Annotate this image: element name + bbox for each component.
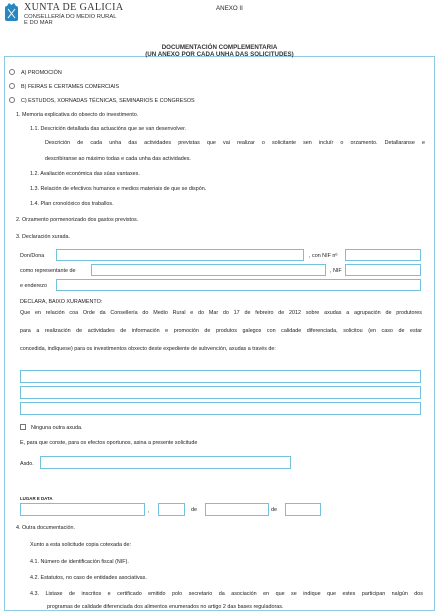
section-4-title: 4. Outra documentación.	[16, 525, 76, 531]
statement-line1: Que en relación coa Orde da Consellería do Medio Rural e do Mar do 17 de febreiro de 2012 sobre axudas a agrupación de produtores	[20, 310, 422, 316]
place-comma: ,	[148, 508, 150, 514]
date-de-1: de	[191, 507, 197, 513]
item-4-3-line2: programas de calidade diferenciada dos alimentos enumerados no artigo 2 das bases reguladoras.	[47, 604, 284, 610]
don-dona-label: Don/Dona	[20, 253, 45, 259]
entity-nif-input[interactable]	[345, 264, 421, 276]
day-input[interactable]	[158, 503, 185, 516]
item-1-1-description-line1: Descrición de cada unha das actividades previstas que vai realizar o solicitante sen incluír o orzamento. Detallaranse e	[45, 140, 425, 146]
item-4-3-line1: 4.3. Listaxe de inscritos e certificado emitido polo secretario da asociación en que se indique que estes participan nalgún dos	[30, 591, 423, 597]
option-c-label: C) ESTUDOS, XORNADAS TÉCNICAS, SEMINARIOS E CONGRESOS	[21, 98, 195, 104]
option-b-radio[interactable]	[9, 83, 15, 89]
item-1-3: 1.3. Relación de efectivos humanos e medios materiais de que se dispón.	[30, 186, 207, 192]
signature-label: Asdo.	[20, 461, 34, 467]
signoff-text: E, para que conste, para os efectos oportunos, asina a presente solicitude	[20, 440, 198, 446]
item-4-1: 4.1. Número de identificación fiscal (NIF).	[30, 559, 129, 565]
brand-name: XUNTA DE GALICIA	[24, 2, 124, 13]
item-4-2: 4.2. Estatutos, no caso de entidades asociativas.	[30, 575, 147, 581]
section-4-intro: Xunto a esta solicitude copia cotexada de:	[30, 542, 131, 548]
address-input[interactable]	[56, 279, 421, 291]
representative-label: como representante de	[20, 268, 76, 274]
name-input[interactable]	[56, 249, 304, 261]
aid-input-1[interactable]	[20, 370, 421, 383]
brand-dept-line2: E DO MAR	[24, 20, 53, 26]
no-other-aid-label: Ninguna outra axuda.	[31, 425, 83, 431]
section-1-title: 1. Memoria explicativa do obxecto do investimento.	[16, 112, 139, 118]
year-input[interactable]	[285, 503, 321, 516]
brand-dept-line1: CONSELLERÍA DO MEDIO RURAL	[24, 14, 117, 20]
heading-title: DOCUMENTACIÓN COMPLEMENTARIA	[161, 44, 278, 51]
item-1-1-description-line2: describiranse ao máximo todas e cada unha das actividades.	[45, 156, 191, 162]
place-input[interactable]	[20, 503, 145, 516]
heading-subtitle: (UN ANEXO POR CADA UNHA DAS SOLICITUDES)	[145, 51, 294, 58]
address-label: e enderezo	[20, 283, 47, 289]
declare-heading: DECLARA, BAIXO XURAMENTO:	[20, 299, 103, 305]
statement-line3: concedida, indíquese) para os investimentos obxecto deste expediente de subvención, axudas a través de:	[20, 346, 276, 352]
option-a-radio[interactable]	[9, 69, 15, 75]
item-1-1: 1.1. Descrición detallada das actuacións que se van desenvolver.	[30, 126, 187, 132]
section-2-title: 2. Orzamento pormenorizado dos gastos previstos.	[16, 217, 139, 223]
xunta-shield-logo	[4, 2, 19, 22]
date-de-2: de	[271, 507, 277, 513]
annex-label: ANEXO II	[216, 5, 243, 12]
month-input[interactable]	[205, 503, 269, 516]
signature-input[interactable]	[40, 456, 291, 469]
item-1-4: 1.4. Plan cronolóxico dos traballos.	[30, 201, 114, 207]
section-3-title: 3. Declaración xurada.	[16, 234, 70, 240]
entity-input[interactable]	[91, 264, 326, 276]
item-1-2: 1.2. Avaliación económica das súas vantaxes.	[30, 171, 140, 177]
no-other-aid-checkbox[interactable]	[20, 424, 26, 430]
option-c-radio[interactable]	[9, 97, 15, 103]
aid-input-2[interactable]	[20, 386, 421, 399]
aid-input-3[interactable]	[20, 402, 421, 415]
statement-line2: para a realización de actividades de información e promoción de produtos galegos con calidade diferenciada, solicitou (en caso de estar	[20, 328, 422, 334]
nif-label: , con NIF nº	[309, 253, 338, 259]
option-a-label: A) PROMOCIÓN	[21, 70, 62, 76]
nif-input[interactable]	[345, 249, 421, 261]
nif2-label: , NIF	[330, 268, 342, 274]
option-b-label: B) FEIRAS E CERTAMES COMERCIAIS	[21, 84, 120, 90]
place-date-label: LUGAR E DATA	[20, 496, 53, 501]
